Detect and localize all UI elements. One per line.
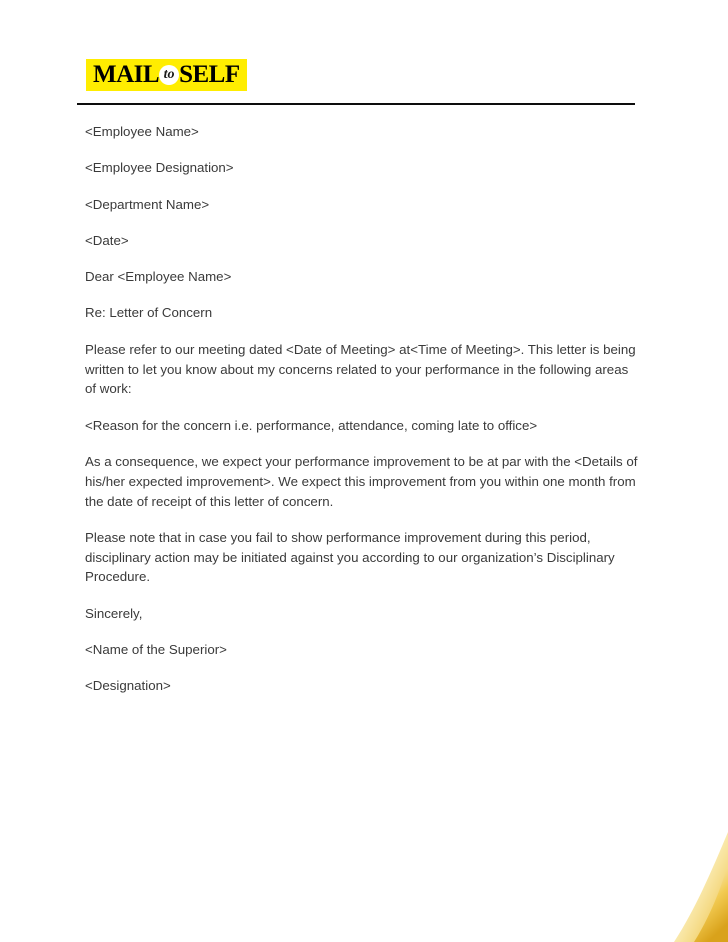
logo-word-mail: MAIL	[93, 61, 160, 88]
body-paragraph-2-reason: <Reason for the concern i.e. performance, attendance, coming late to office>	[85, 417, 538, 433]
logo-banner	[86, 59, 247, 91]
corner-accent-decoration	[608, 812, 728, 942]
body-paragraph-4-consequence: Please note that in case you fail to show performance improvement during this period, disciplinary action may be initiated against you according to our organization’s Disciplinary Procedure.	[85, 529, 615, 585]
recipient-employee-name: <Employee Name>	[85, 124, 199, 139]
body-paragraph-3-expectation: As a consequence, we expect your performance improvement to be at par with the <Details of his/her expected improvement>. We expect this improvement from you within one month from the date of receipt of this letter of concern.	[85, 453, 638, 509]
closing-sincerely: Sincerely,	[85, 605, 143, 621]
recipient-department-name: <Department Name>	[85, 196, 210, 212]
logo-word-self: SELF	[179, 61, 240, 88]
logo-word-to: to	[163, 66, 175, 82]
brand-logo	[86, 59, 247, 91]
signature-name: <Name of the Superior>	[85, 642, 227, 658]
salutation: Dear <Employee Name>	[85, 269, 232, 285]
recipient-employee-designation: <Employee Designation>	[85, 160, 234, 176]
logo-to-badge	[156, 64, 182, 86]
letter-date: <Date>	[85, 232, 129, 248]
subject-line: Re: Letter of Concern	[85, 305, 213, 321]
body-paragraph-1: Please refer to our meeting dated <Date of Meeting> at<Time of Meeting>. This letter is being written to let you know about my concerns related to your performance in the following areas of work:	[85, 341, 636, 397]
signature-designation: <Designation>	[85, 678, 171, 694]
letter-body	[85, 122, 641, 713]
header-divider	[77, 103, 635, 105]
